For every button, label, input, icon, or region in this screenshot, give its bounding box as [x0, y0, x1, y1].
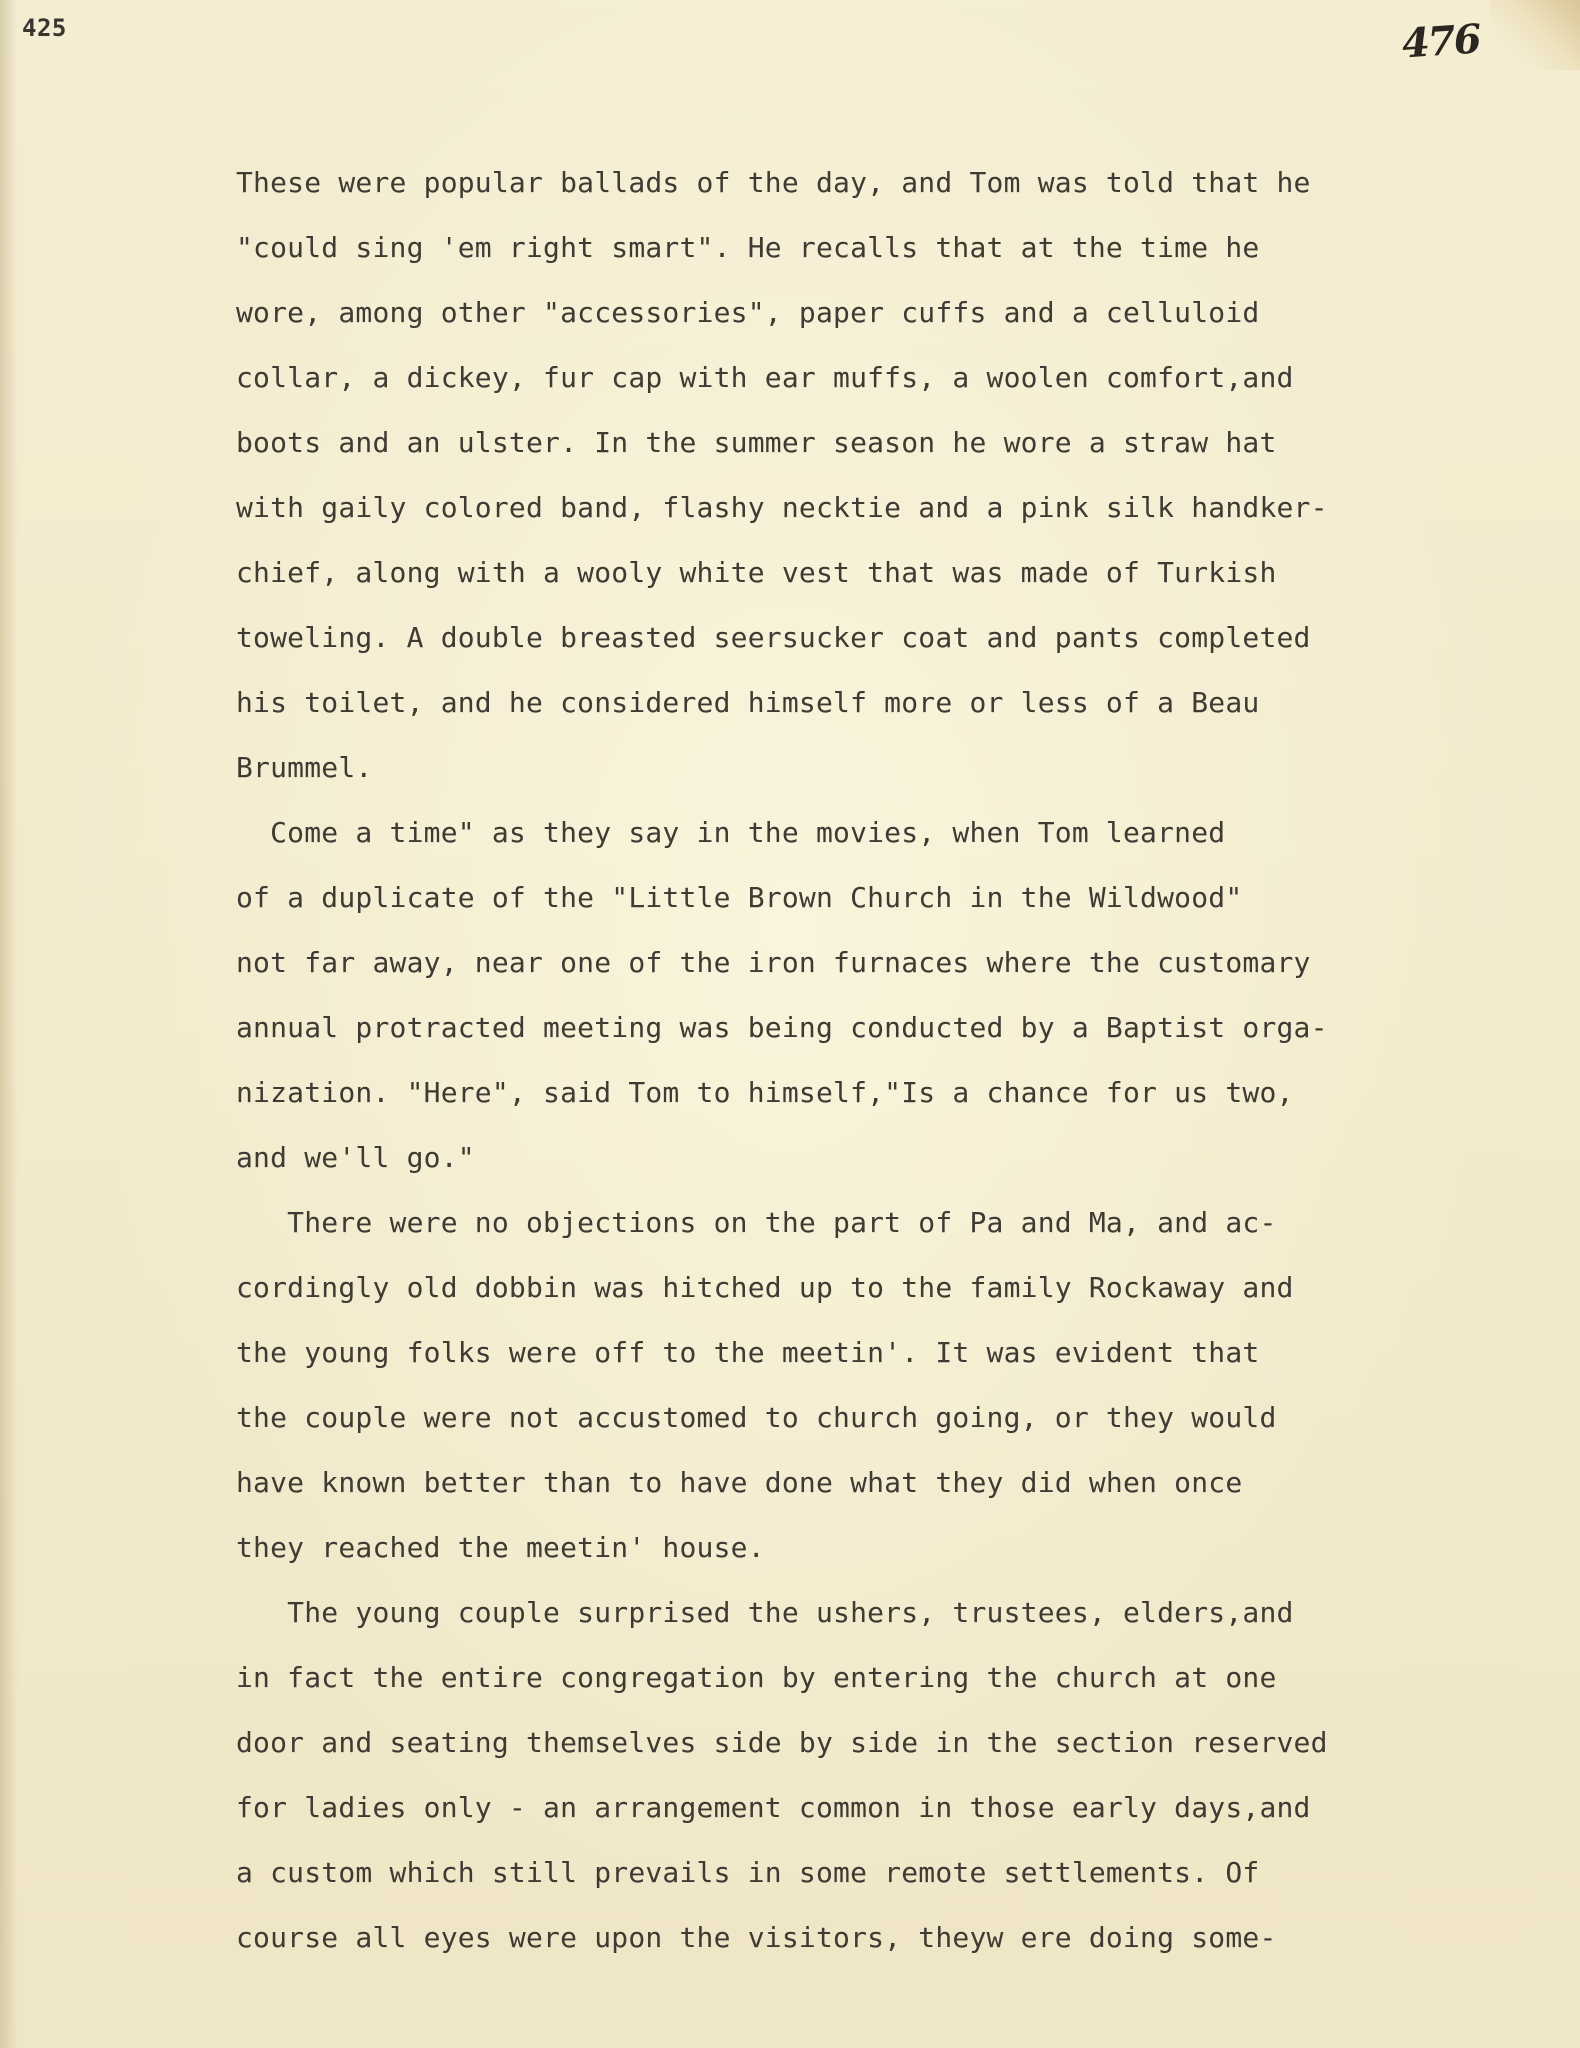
- text-line: nization. "Here", said Tom to himself,"Is a chance for us two,: [236, 1076, 1294, 1109]
- text-line: his toilet, and he considered himself more or less of a Beau: [236, 686, 1260, 719]
- text-line: There were no objections on the part of Pa and Ma, and ac-: [236, 1206, 1277, 1239]
- text-line: toweling. A double breasted seersucker coat and pants completed: [236, 621, 1311, 654]
- paper-edge-shadow: [0, 0, 18, 2048]
- text-line: Brummel.: [236, 751, 373, 784]
- text-line: for ladies only - an arrangement common in those early days,and: [236, 1791, 1311, 1824]
- text-line: door and seating themselves side by side in the section reserved: [236, 1726, 1328, 1759]
- text-line: have known better than to have done what they did when once: [236, 1466, 1243, 1499]
- handwritten-page-number: 476: [1400, 15, 1482, 68]
- text-line: not far away, near one of the iron furnaces where the customary: [236, 946, 1311, 979]
- text-line: the young folks were off to the meetin'. It was evident that: [236, 1336, 1260, 1369]
- text-line: boots and an ulster. In the summer season he wore a straw hat: [236, 426, 1277, 459]
- text-line: "could sing 'em right smart". He recalls that at the time he: [236, 231, 1260, 264]
- text-line: with gaily colored band, flashy necktie and a pink silk handker-: [236, 491, 1328, 524]
- text-line: in fact the entire congregation by entering the church at one: [236, 1661, 1277, 1694]
- text-line: of a duplicate of the "Little Brown Church in the Wildwood": [236, 881, 1243, 914]
- text-line: wore, among other "accessories", paper cuffs and a celluloid: [236, 296, 1260, 329]
- paper-corner-curl: [1490, 0, 1580, 70]
- typed-page-number: 425: [22, 14, 67, 42]
- text-line: Come a time" as they say in the movies, when Tom learned: [236, 816, 1226, 849]
- text-line: they reached the meetin' house.: [236, 1531, 765, 1564]
- text-line: course all eyes were upon the visitors, theyw ere doing some-: [236, 1921, 1277, 1954]
- text-line: These were popular ballads of the day, and Tom was told that he: [236, 166, 1311, 199]
- text-line: The young couple surprised the ushers, trustees, elders,and: [236, 1596, 1294, 1629]
- text-line: and we'll go.": [236, 1141, 475, 1174]
- text-line: the couple were not accustomed to church going, or they would: [236, 1401, 1277, 1434]
- text-line: a custom which still prevails in some remote settlements. Of: [236, 1856, 1260, 1889]
- text-line: chief, along with a wooly white vest that was made of Turkish: [236, 556, 1277, 589]
- text-line: annual protracted meeting was being conducted by a Baptist orga-: [236, 1011, 1328, 1044]
- typed-body-text: [236, 150, 1496, 1970]
- text-line: cordingly old dobbin was hitched up to the family Rockaway and: [236, 1271, 1294, 1304]
- text-line: collar, a dickey, fur cap with ear muffs, a woolen comfort,and: [236, 361, 1294, 394]
